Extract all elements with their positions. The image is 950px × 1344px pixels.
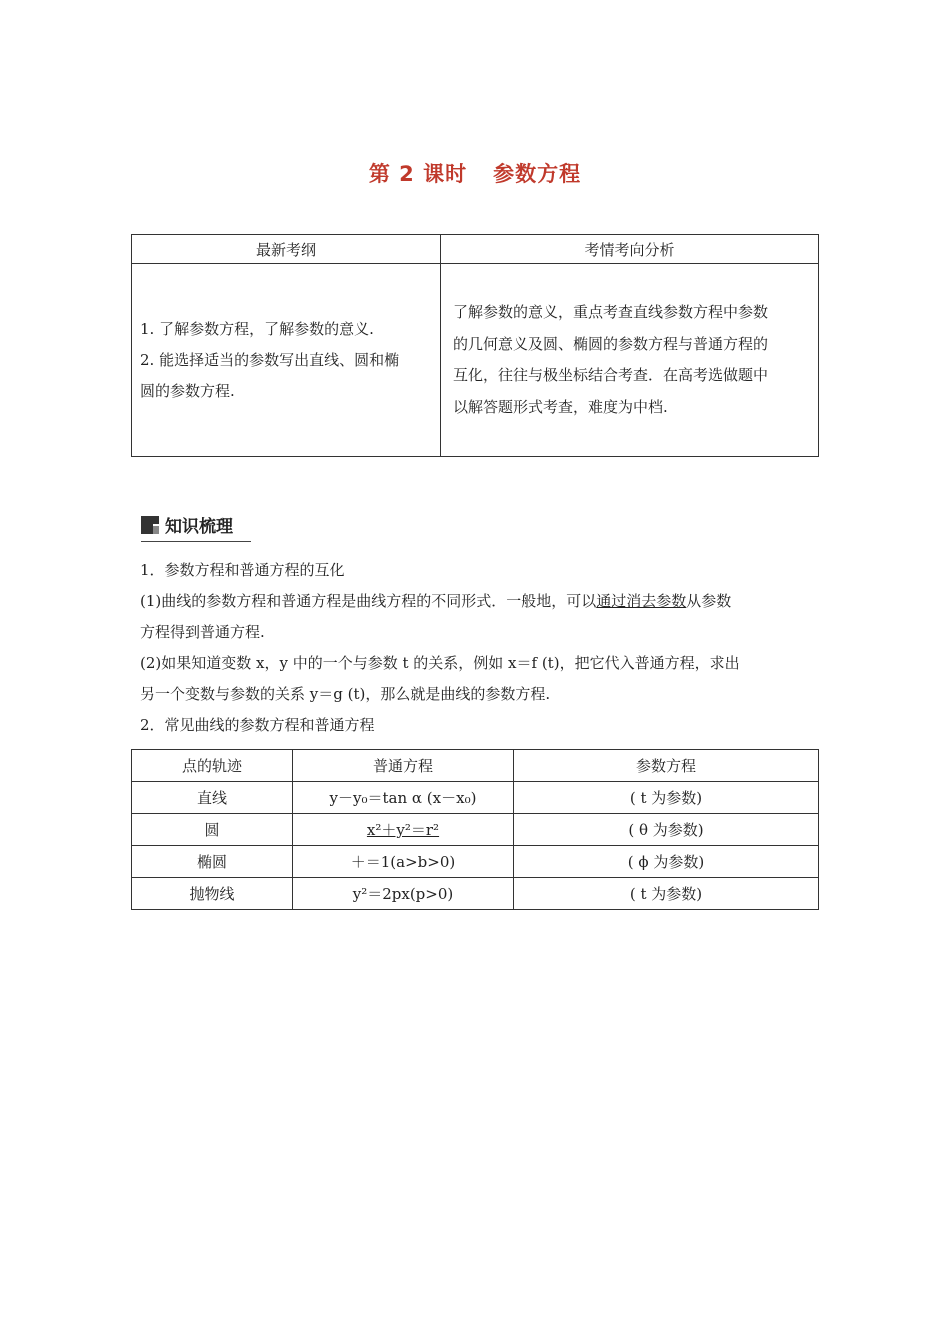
paragraph-1: 1．参数方程和普通方程的互化 <box>140 561 345 579</box>
curve-name: 椭圆 <box>132 846 293 878</box>
syllabus-left-line: 圆的参数方程. <box>140 381 235 400</box>
syllabus-right-line: 互化，往往与极坐标结合考查．在高考选做题中 <box>453 366 769 384</box>
curve-normal-equation <box>293 814 514 846</box>
syllabus-left-line: 2. 能选择适当的参数写出直线、圆和椭 <box>140 350 400 369</box>
syllabus-right-cell <box>441 264 819 457</box>
section-heading-text: 知识梳理 <box>165 517 233 537</box>
table-header-row <box>132 750 819 782</box>
table-row <box>132 878 819 910</box>
curve-name: 抛物线 <box>132 878 293 910</box>
table-header: 点的轨迹 <box>132 750 293 782</box>
syllabus-right-line: 以解答题形式考查，难度为中档. <box>453 397 668 416</box>
syllabus-right-line: 的几何意义及圆、椭圆的参数方程与普通方程的 <box>453 334 769 353</box>
syllabus-header-right: 考情考向分析 <box>441 235 819 264</box>
paragraph-3: (2)如果知道变数 x，y 中的一个与参数 t 的关系，例如 x＝f (t)，把它代入普通方程，求出 <box>140 654 740 672</box>
curve-normal-equation: y²＝2px(p>0) <box>293 878 514 910</box>
table-header: 参数方程 <box>514 750 819 782</box>
title-topic: 参数方程 <box>493 162 582 186</box>
paragraph-4: 2．常见曲线的参数方程和普通方程 <box>140 716 375 734</box>
paragraph-2-cont: 方程得到普通方程. <box>140 623 265 641</box>
paragraph-2 <box>140 586 820 617</box>
curve-normal-equation: ＋＝1(a>b>0) <box>293 846 514 878</box>
curve-name: 直线 <box>132 782 293 814</box>
paragraph-3-cont: 另一个变数与参数的关系 y＝g (t)，那么就是曲线的参数方程. <box>140 685 551 703</box>
circle-equation: x²＋y²＝r² <box>366 821 440 839</box>
title-lesson: 第 2 课时 <box>368 162 468 186</box>
table-row <box>132 782 819 814</box>
section-heading <box>141 512 251 542</box>
table-row <box>132 846 819 878</box>
syllabus-left-line: 1. 了解参数方程，了解参数的意义. <box>140 319 374 338</box>
curve-parameter: ( θ 为参数) <box>514 814 819 846</box>
table-header: 普通方程 <box>293 750 514 782</box>
syllabus-table <box>131 234 819 457</box>
table-row <box>132 814 819 846</box>
curve-name: 圆 <box>132 814 293 846</box>
paragraph-2-text-a: (1)曲线的参数方程和普通方程是曲线方程的不同形式．一般地，可以 <box>140 592 597 610</box>
curve-parameter: ( ϕ 为参数) <box>514 846 819 878</box>
paragraph-2-text-b: 从参数 <box>686 592 732 610</box>
curve-table <box>131 749 819 910</box>
syllabus-header-left: 最新考纲 <box>132 235 441 264</box>
curve-normal-equation: y－y₀＝tan α (x－x₀) <box>293 782 514 814</box>
syllabus-right-line: 了解参数的意义，重点考查直线参数方程中参数 <box>453 303 769 321</box>
knowledge-content <box>140 555 820 741</box>
curve-parameter: ( t 为参数) <box>514 782 819 814</box>
syllabus-left-cell <box>132 264 441 457</box>
section-square-icon <box>141 516 159 534</box>
curve-parameter: ( t 为参数) <box>514 878 819 910</box>
page-title <box>0 158 950 188</box>
paragraph-2-underlined: 通过消去参数 <box>596 592 687 610</box>
